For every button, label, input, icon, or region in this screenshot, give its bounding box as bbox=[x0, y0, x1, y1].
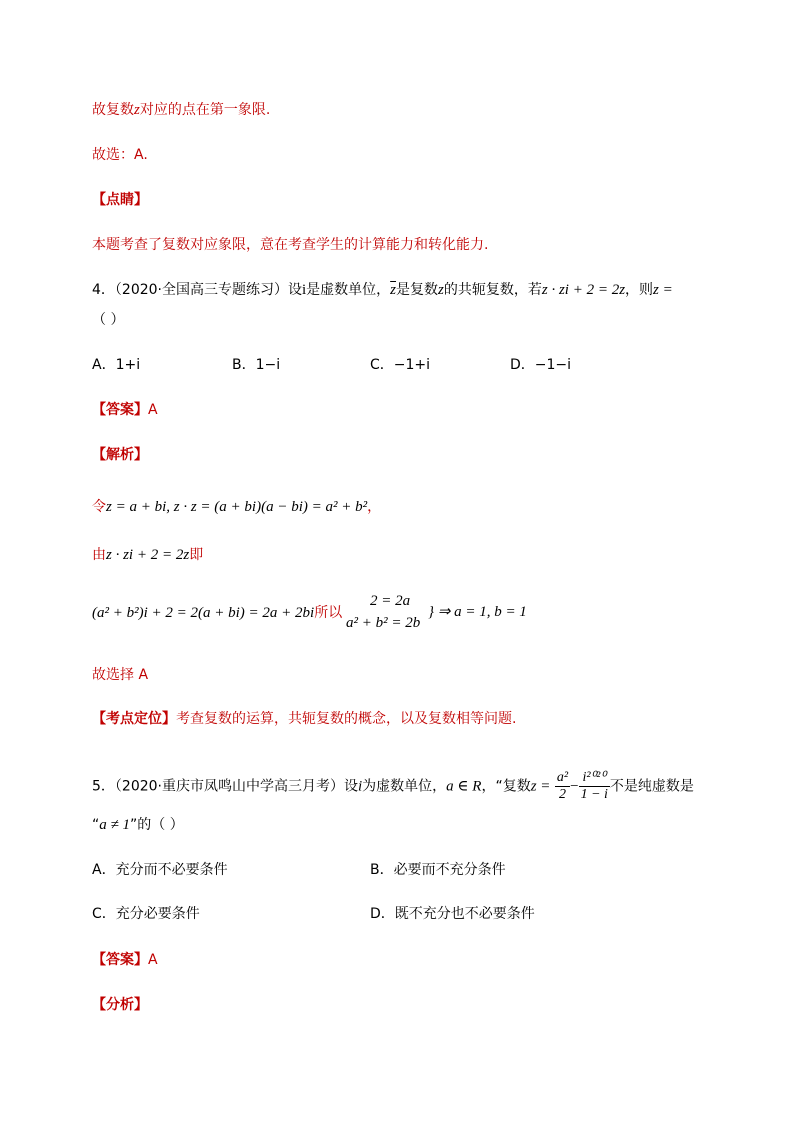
text: 即 bbox=[189, 547, 204, 563]
text: 令 bbox=[92, 499, 106, 515]
text: 是虚数单位， bbox=[306, 282, 391, 298]
question-4-paren: （ ） bbox=[92, 312, 125, 328]
answer-line: 故选择 A bbox=[92, 667, 149, 683]
math-equation: z · zi + 2 = 2z bbox=[541, 282, 626, 298]
math-equation: z = a + bi, z · z = (a + bi)(a − bi) = a² + b² bbox=[106, 499, 368, 515]
fraction-2 bbox=[579, 770, 610, 803]
math-expr: a ∈ R bbox=[446, 778, 482, 795]
system-result: } ⇒ a = 1, b = 1 bbox=[428, 604, 527, 620]
section-heading-fenxi: 【分析】 bbox=[92, 997, 148, 1013]
math-var: i bbox=[358, 778, 363, 795]
option-b: B．1−i bbox=[232, 357, 281, 373]
solution-line bbox=[92, 545, 203, 565]
math-var: z = bbox=[530, 778, 551, 795]
text: 5．（2020·重庆市凤鸣山中学高三月考）设 bbox=[92, 778, 358, 795]
text: ，则 bbox=[625, 282, 654, 298]
text: 是复数 bbox=[396, 282, 439, 298]
math-expr: a ≠ 1 bbox=[99, 817, 130, 833]
text: 的共轭复数，若 bbox=[443, 282, 542, 298]
system-bottom: a² + b² = 2b bbox=[346, 615, 421, 631]
text: 所以 bbox=[314, 605, 343, 621]
question-5-line2 bbox=[92, 815, 184, 835]
numerator: a² bbox=[556, 770, 569, 785]
kaodian-tag: 【考点定位】 bbox=[92, 711, 176, 727]
text: 4．（2020·全国高三专题练习）设 bbox=[92, 282, 302, 298]
math-var: z bbox=[134, 102, 140, 118]
question-4-stem bbox=[92, 280, 673, 300]
math-equation: (a² + b²)i + 2 = 2(a + bi) = 2a + 2bi bbox=[92, 605, 315, 621]
section-heading-jiexi: 【解析】 bbox=[92, 447, 148, 463]
answer-line bbox=[92, 950, 158, 970]
section-heading-dianjing: 【点睛】 bbox=[92, 192, 148, 208]
text: 不是纯虚数是 bbox=[609, 778, 694, 795]
denominator: 2 bbox=[558, 787, 566, 802]
math-var: i bbox=[302, 282, 307, 298]
answer-tag: 【答案】 bbox=[92, 952, 148, 968]
answer-tag: 【答案】 bbox=[92, 402, 148, 418]
option-c: C．−1+i bbox=[370, 357, 431, 373]
text: 考查复数的运算，共轭复数的概念，以及复数相等问题. bbox=[176, 711, 517, 727]
math-var: z bbox=[438, 282, 444, 298]
answer-line: 故选：A. bbox=[92, 147, 148, 163]
solution-line bbox=[92, 497, 381, 517]
text: 故复数 bbox=[92, 102, 134, 118]
system-top: 2 = 2a bbox=[370, 593, 411, 609]
text: 对应的点在第一象限. bbox=[139, 102, 271, 118]
math-op: − bbox=[570, 778, 579, 795]
text-line bbox=[92, 100, 270, 120]
numerator: i²⁰²⁰ bbox=[579, 770, 610, 787]
option-c: C．充分必要条件 bbox=[92, 906, 200, 922]
option-a: A．充分而不必要条件 bbox=[92, 862, 228, 878]
option-d: D．−1−i bbox=[510, 357, 572, 373]
option-a: A．1+i bbox=[92, 357, 141, 373]
text: 由 bbox=[92, 547, 106, 563]
option-b: B．必要而不充分条件 bbox=[370, 862, 506, 878]
solution-system-line bbox=[92, 603, 342, 623]
math-var: z = bbox=[653, 282, 673, 298]
text: ”的（ ） bbox=[130, 817, 184, 833]
option-d: D．既不充分也不必要条件 bbox=[370, 906, 535, 922]
text: ， bbox=[367, 499, 382, 515]
text: “ bbox=[92, 817, 100, 833]
text-line: 本题考查了复数对应象限，意在考查学生的计算能力和转化能力. bbox=[92, 237, 489, 253]
answer-value: A bbox=[148, 952, 158, 968]
math-var: $\overline{z}$ bbox=[390, 282, 397, 298]
text: 为虚数单位， bbox=[362, 778, 447, 795]
text: ，“复数 bbox=[481, 778, 531, 795]
math-equation: z · zi + 2 = 2z bbox=[106, 547, 190, 563]
question-5-stem bbox=[92, 770, 694, 803]
denominator: 1 − i bbox=[580, 787, 608, 802]
fraction-1 bbox=[555, 770, 570, 803]
answer-value: A bbox=[148, 402, 158, 418]
answer-line bbox=[92, 400, 158, 420]
kaodian-line bbox=[92, 709, 516, 729]
